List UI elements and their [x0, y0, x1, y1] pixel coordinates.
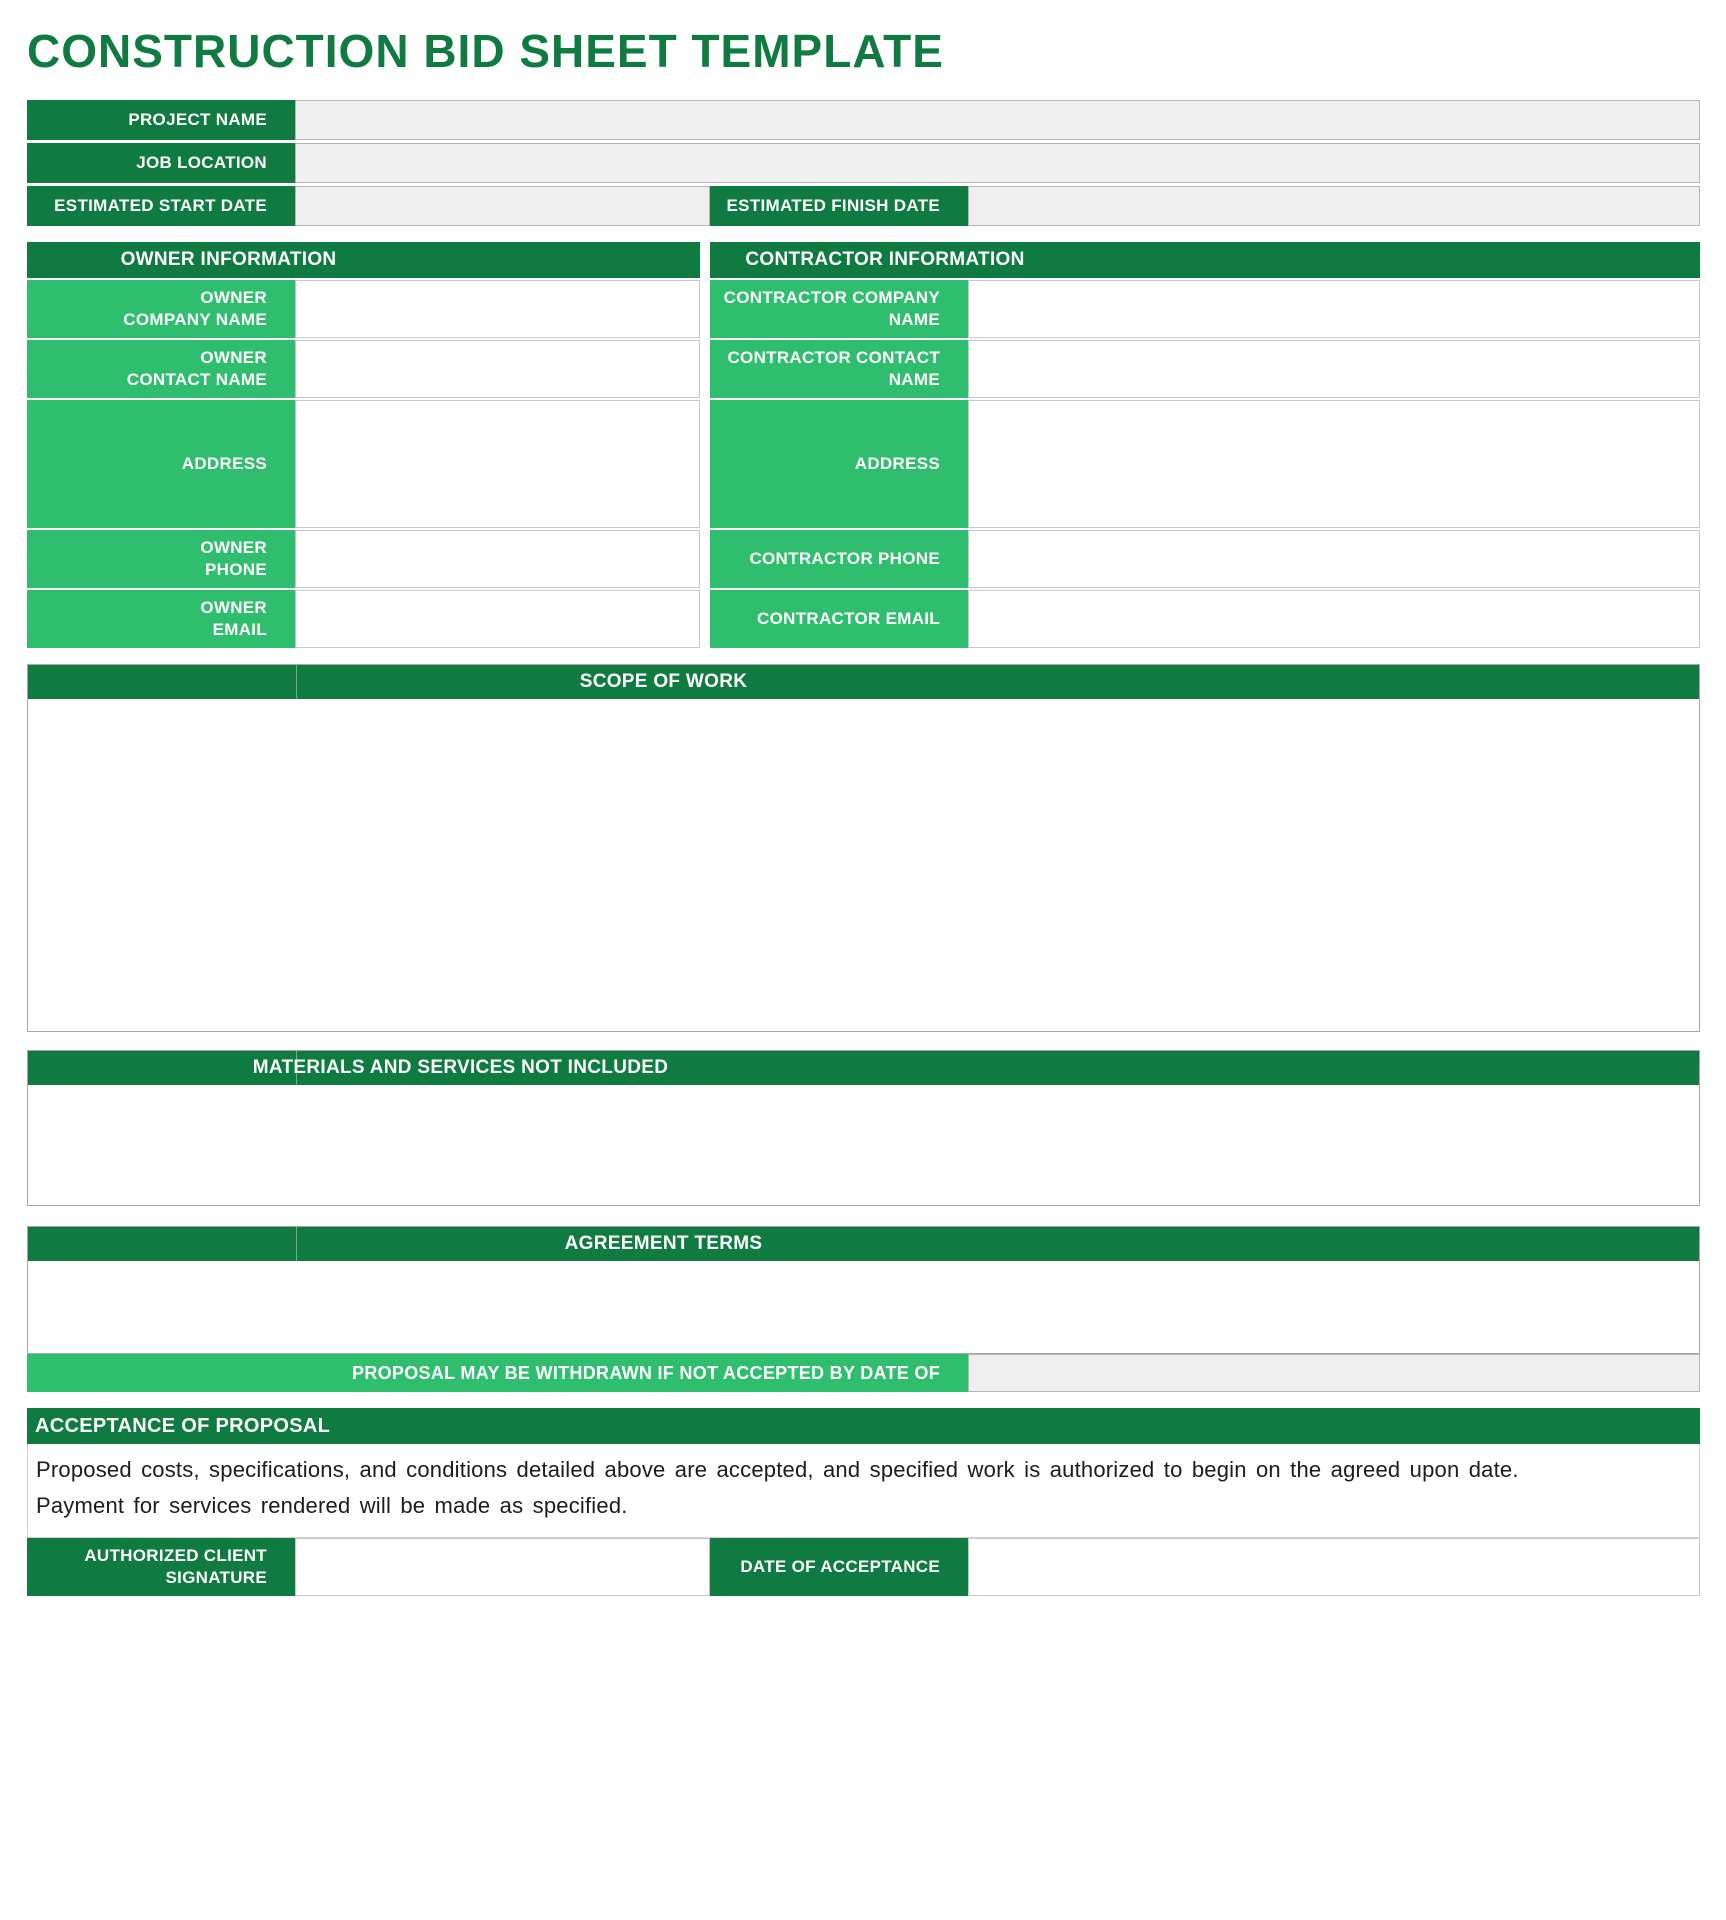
email-row	[27, 590, 1700, 648]
contractor-contact-name-label: CONTRACTOR CONTACT NAME	[710, 340, 968, 398]
scope-of-work-header	[28, 665, 1699, 699]
job-location-label: JOB LOCATION	[27, 143, 295, 183]
project-name-row	[27, 100, 1700, 140]
estimated-finish-date-label: ESTIMATED FINISH DATE	[710, 186, 968, 226]
column-gap	[700, 242, 710, 278]
phone-row	[27, 530, 1700, 588]
header-divider	[296, 665, 297, 699]
contractor-phone-label: CONTRACTOR PHONE	[710, 530, 968, 588]
scope-of-work-textarea[interactable]	[28, 699, 1699, 1031]
authorized-client-signature-label: AUTHORIZED CLIENT SIGNATURE	[27, 1538, 295, 1596]
dates-row	[27, 186, 1700, 226]
contractor-address-label: ADDRESS	[710, 400, 968, 528]
date-of-acceptance-label: DATE OF ACCEPTANCE	[710, 1538, 968, 1596]
materials-section	[27, 1050, 1700, 1206]
agreement-terms-title: AGREEMENT TERMS	[564, 1233, 763, 1254]
owner-company-name-input[interactable]	[295, 280, 700, 338]
acceptance-of-proposal-header: ACCEPTANCE OF PROPOSAL	[27, 1408, 1700, 1444]
acceptance-section	[27, 1408, 1700, 1596]
materials-textarea[interactable]	[28, 1085, 1699, 1205]
info-headers-row	[27, 242, 1700, 278]
owner-phone-input[interactable]	[295, 530, 700, 588]
owner-email-input[interactable]	[295, 590, 700, 648]
address-row	[27, 400, 1700, 528]
proposal-withdrawal-row	[27, 1354, 1700, 1392]
contractor-address-input[interactable]	[968, 400, 1700, 528]
scope-of-work-title: SCOPE OF WORK	[579, 671, 748, 692]
owner-contact-name-input[interactable]	[295, 340, 700, 398]
job-location-row	[27, 143, 1700, 183]
materials-title: MATERIALS AND SERVICES NOT INCLUDED	[252, 1057, 669, 1078]
column-gap	[700, 400, 710, 528]
date-of-acceptance-input[interactable]	[968, 1538, 1700, 1596]
contractor-phone-input[interactable]	[968, 530, 1700, 588]
agreement-section	[27, 1226, 1700, 1354]
acceptance-terms-text: Proposed costs, specifications, and conditions detailed above are accepted, and specified work is authorized to begin on the agreed upon date. Payment for services rendered will be made as specified.	[27, 1444, 1700, 1538]
owner-email-label: OWNER EMAIL	[27, 590, 295, 648]
owner-information-header: OWNER INFORMATION	[27, 242, 700, 278]
page-title: CONSTRUCTION BID SHEET TEMPLATE	[27, 25, 944, 77]
contractor-information-header: CONTRACTOR INFORMATION	[710, 242, 1700, 278]
job-location-input[interactable]	[295, 143, 1700, 183]
header-divider	[296, 1227, 297, 1261]
agreement-terms-header	[28, 1227, 1699, 1261]
owner-company-name-label: OWNER COMPANY NAME	[27, 280, 295, 338]
project-name-input[interactable]	[295, 100, 1700, 140]
proposal-withdrawal-label: PROPOSAL MAY BE WITHDRAWN IF NOT ACCEPTED BY DATE OF	[27, 1354, 968, 1392]
agreement-terms-textarea[interactable]	[28, 1261, 1699, 1353]
contractor-contact-name-input[interactable]	[968, 340, 1700, 398]
materials-header	[28, 1051, 1699, 1085]
column-gap	[700, 280, 710, 338]
column-gap	[700, 530, 710, 588]
estimated-finish-date-input[interactable]	[968, 186, 1700, 226]
contractor-company-name-input[interactable]	[968, 280, 1700, 338]
scope-of-work-section	[27, 664, 1700, 1032]
owner-address-input[interactable]	[295, 400, 700, 528]
company-name-row	[27, 280, 1700, 338]
authorized-client-signature-input[interactable]	[295, 1538, 710, 1596]
contractor-email-input[interactable]	[968, 590, 1700, 648]
signature-row	[27, 1538, 1700, 1596]
contact-name-row	[27, 340, 1700, 398]
column-gap	[700, 340, 710, 398]
column-gap	[700, 590, 710, 648]
proposal-withdrawn-date-input[interactable]	[968, 1354, 1700, 1392]
contractor-company-name-label: CONTRACTOR COMPANY NAME	[710, 280, 968, 338]
header-divider	[296, 1051, 297, 1085]
contractor-email-label: CONTRACTOR EMAIL	[710, 590, 968, 648]
estimated-start-date-label: ESTIMATED START DATE	[27, 186, 295, 226]
project-name-label: PROJECT NAME	[27, 100, 295, 140]
estimated-start-date-input[interactable]	[295, 186, 710, 226]
owner-phone-label: OWNER PHONE	[27, 530, 295, 588]
owner-address-label: ADDRESS	[27, 400, 295, 528]
owner-contact-name-label: OWNER CONTACT NAME	[27, 340, 295, 398]
